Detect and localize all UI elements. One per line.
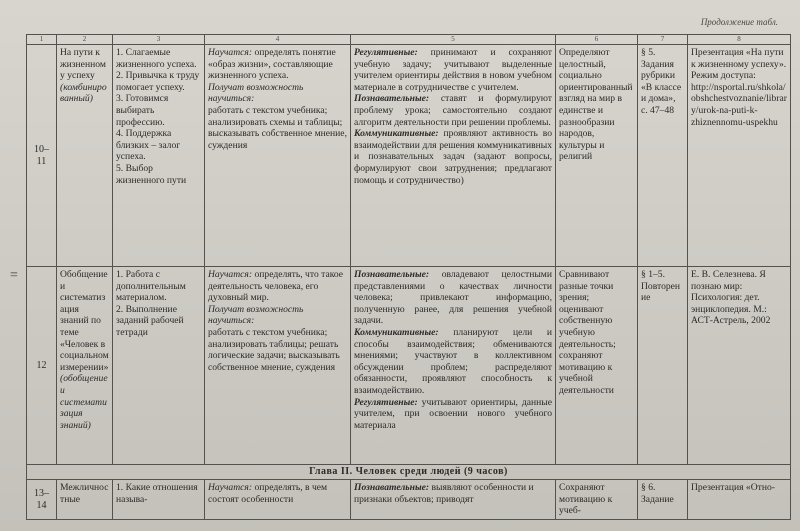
uud-text: принимают и сохраняют учебную задачу; учитывают выделенные учителем ориентиры действия в новом учебном материале в сотрудничестве с учителем. xyxy=(354,47,552,93)
learn-label: Научатся: xyxy=(208,269,253,280)
lesson-content xyxy=(113,267,205,465)
lesson-number: 10– 11 xyxy=(27,45,57,267)
chance-text: работать с текстом учебника; анализировать схемы и таблицы; высказывать собственное мнение, суждения xyxy=(208,104,347,151)
personal-results: Сохраняют мотивацию к учеб- xyxy=(556,480,638,520)
uud-text: овладевают целостными представлениями о качествах личности человека; привлекают информацию, полученную ранее, для решения учебной задачи. xyxy=(354,269,552,327)
resources: Презентация «Отно- xyxy=(688,480,791,520)
table-row xyxy=(27,267,791,465)
content-item: 4. Поддержка близких – залог успеха. xyxy=(116,128,181,163)
column-number: 6 xyxy=(556,35,638,45)
column-number: 4 xyxy=(205,35,351,45)
learn-label: Научатся: xyxy=(208,482,253,493)
lesson-type: (комбинированный) xyxy=(60,81,107,105)
running-head: Продолжение табл. xyxy=(700,17,778,27)
lesson-number: 13– 14 xyxy=(27,480,57,520)
content-item: 5. Выбор жизненного пути xyxy=(116,162,187,186)
uud-text: планируют цели и способы взаимодействия; обмениваются мнениями; участвуют в коллективном обсуждении проблем; распределяют обязанности, проявляют способность к взаимодействию. xyxy=(354,326,552,396)
personal-results: Определяют целостный, социально ориентированный взгляд на мир в единстве и разнообразии народов, культуры и религий xyxy=(556,45,638,267)
uud-text: выявляют особенности и признаки объектов; приводят xyxy=(354,482,534,505)
margin-mark: = xyxy=(10,268,17,283)
uud-label: Регулятивные: xyxy=(354,396,418,408)
table-row xyxy=(27,45,791,267)
column-number: 3 xyxy=(113,35,205,45)
uud-label: Коммуникативные: xyxy=(354,326,439,338)
homework: § 6. Задание xyxy=(638,480,688,520)
lesson-topic xyxy=(57,267,113,465)
resources: Е. В. Селезнева. Я познаю мир: Психология: дет. энциклопедия. М.: АСТ-Астрель, 2002 xyxy=(688,267,791,465)
lesson-number: 12 xyxy=(27,267,57,465)
subject-results xyxy=(205,480,351,520)
content-item: 2. Выполнение заданий рабочей тетради xyxy=(116,303,184,338)
chapter-heading: Глава II. Человек среди людей (9 часов) xyxy=(27,465,791,480)
uud-text: проявляют активность во взаимодействии для решения коммуникативных и познавательных задач (задают вопросы, формулируют свои затруднения; предлагают помощь и сотрудничество) xyxy=(354,128,552,186)
lesson-content: 1. Какие отношения называ- xyxy=(113,480,205,520)
content-item: 1. Слагаемые жизненного успеха. xyxy=(116,47,197,70)
content-item: 1. Работа с дополнительным материалом. xyxy=(116,269,186,304)
lesson-type: (обобщение и систематизация знаний) xyxy=(60,373,108,431)
personal-results: Сравнивают разные точки зрения; оценивают собственную учебную деятельность; сохраняют мотивацию к учебной деятельности xyxy=(556,267,638,465)
column-number: 7 xyxy=(638,35,688,45)
learn-text: определять, в чем состоят особенности xyxy=(208,482,328,505)
uud-results xyxy=(351,267,556,465)
learn-text: определять, что такое деятельность человека, его духовный мир. xyxy=(208,269,344,304)
chance-label: Получат возможность научиться: xyxy=(208,81,304,105)
subject-results xyxy=(205,267,351,465)
column-number: 2 xyxy=(57,35,113,45)
lesson-content xyxy=(113,45,205,267)
column-number: 1 xyxy=(27,35,57,45)
lesson-plan-table xyxy=(26,34,791,520)
homework: § 5. Задания рубрики «В классе и дома», с. 47–48 xyxy=(638,45,688,267)
chance-label: Получат возможность научиться: xyxy=(208,303,304,327)
topic-text: Обобщение и систематизация знаний по теме «Человек в социальном измерении» xyxy=(60,269,109,373)
resources: Презентация «На пути к жизненному успеху». Режим доступа: http://nsportal.ru/shkola/obshchestvoznanie/library/urok-na-puti-k-zhiznennomu-uspekhu xyxy=(688,45,791,267)
uud-label: Познавательные: xyxy=(354,269,430,280)
table-row xyxy=(27,480,791,520)
chapter-row xyxy=(27,465,791,480)
uud-label: Коммуникативные: xyxy=(354,128,439,140)
uud-results xyxy=(351,45,556,267)
uud-label: Регулятивные: xyxy=(354,47,418,58)
content-item: 3. Готовимся выбирать профессию. xyxy=(116,93,169,128)
learn-label: Научатся: xyxy=(208,47,253,58)
column-numbers-row xyxy=(27,35,791,45)
column-number: 8 xyxy=(688,35,791,45)
lesson-topic xyxy=(57,45,113,267)
learn-text: определять понятие «образ жизни», составляющие жизненного успеха. xyxy=(208,47,336,82)
uud-label: Познавательные: xyxy=(354,482,430,493)
lesson-topic: Межличностные xyxy=(57,480,113,520)
uud-text: учитывают ориентиры, данные учителем, при освоении нового учебного материала xyxy=(354,396,552,431)
content-item: 2. Привычка к труду помогает успеху. xyxy=(116,70,200,93)
subject-results xyxy=(205,45,351,267)
uud-text: ставят и формулируют проблему урока; самостоятельно создают алгоритм деятельности при решении проблемы. xyxy=(354,93,553,128)
uud-label: Познавательные: xyxy=(354,93,430,105)
column-number: 5 xyxy=(351,35,556,45)
homework: § 1–5. Повторение xyxy=(638,267,688,465)
uud-results xyxy=(351,480,556,520)
chance-text: работать с текстом учебника; анализировать таблицы; решать логические задачи; высказывать собственное мнение, суждения xyxy=(208,326,340,373)
topic-text: На пути к жизненному успеху xyxy=(60,47,106,82)
